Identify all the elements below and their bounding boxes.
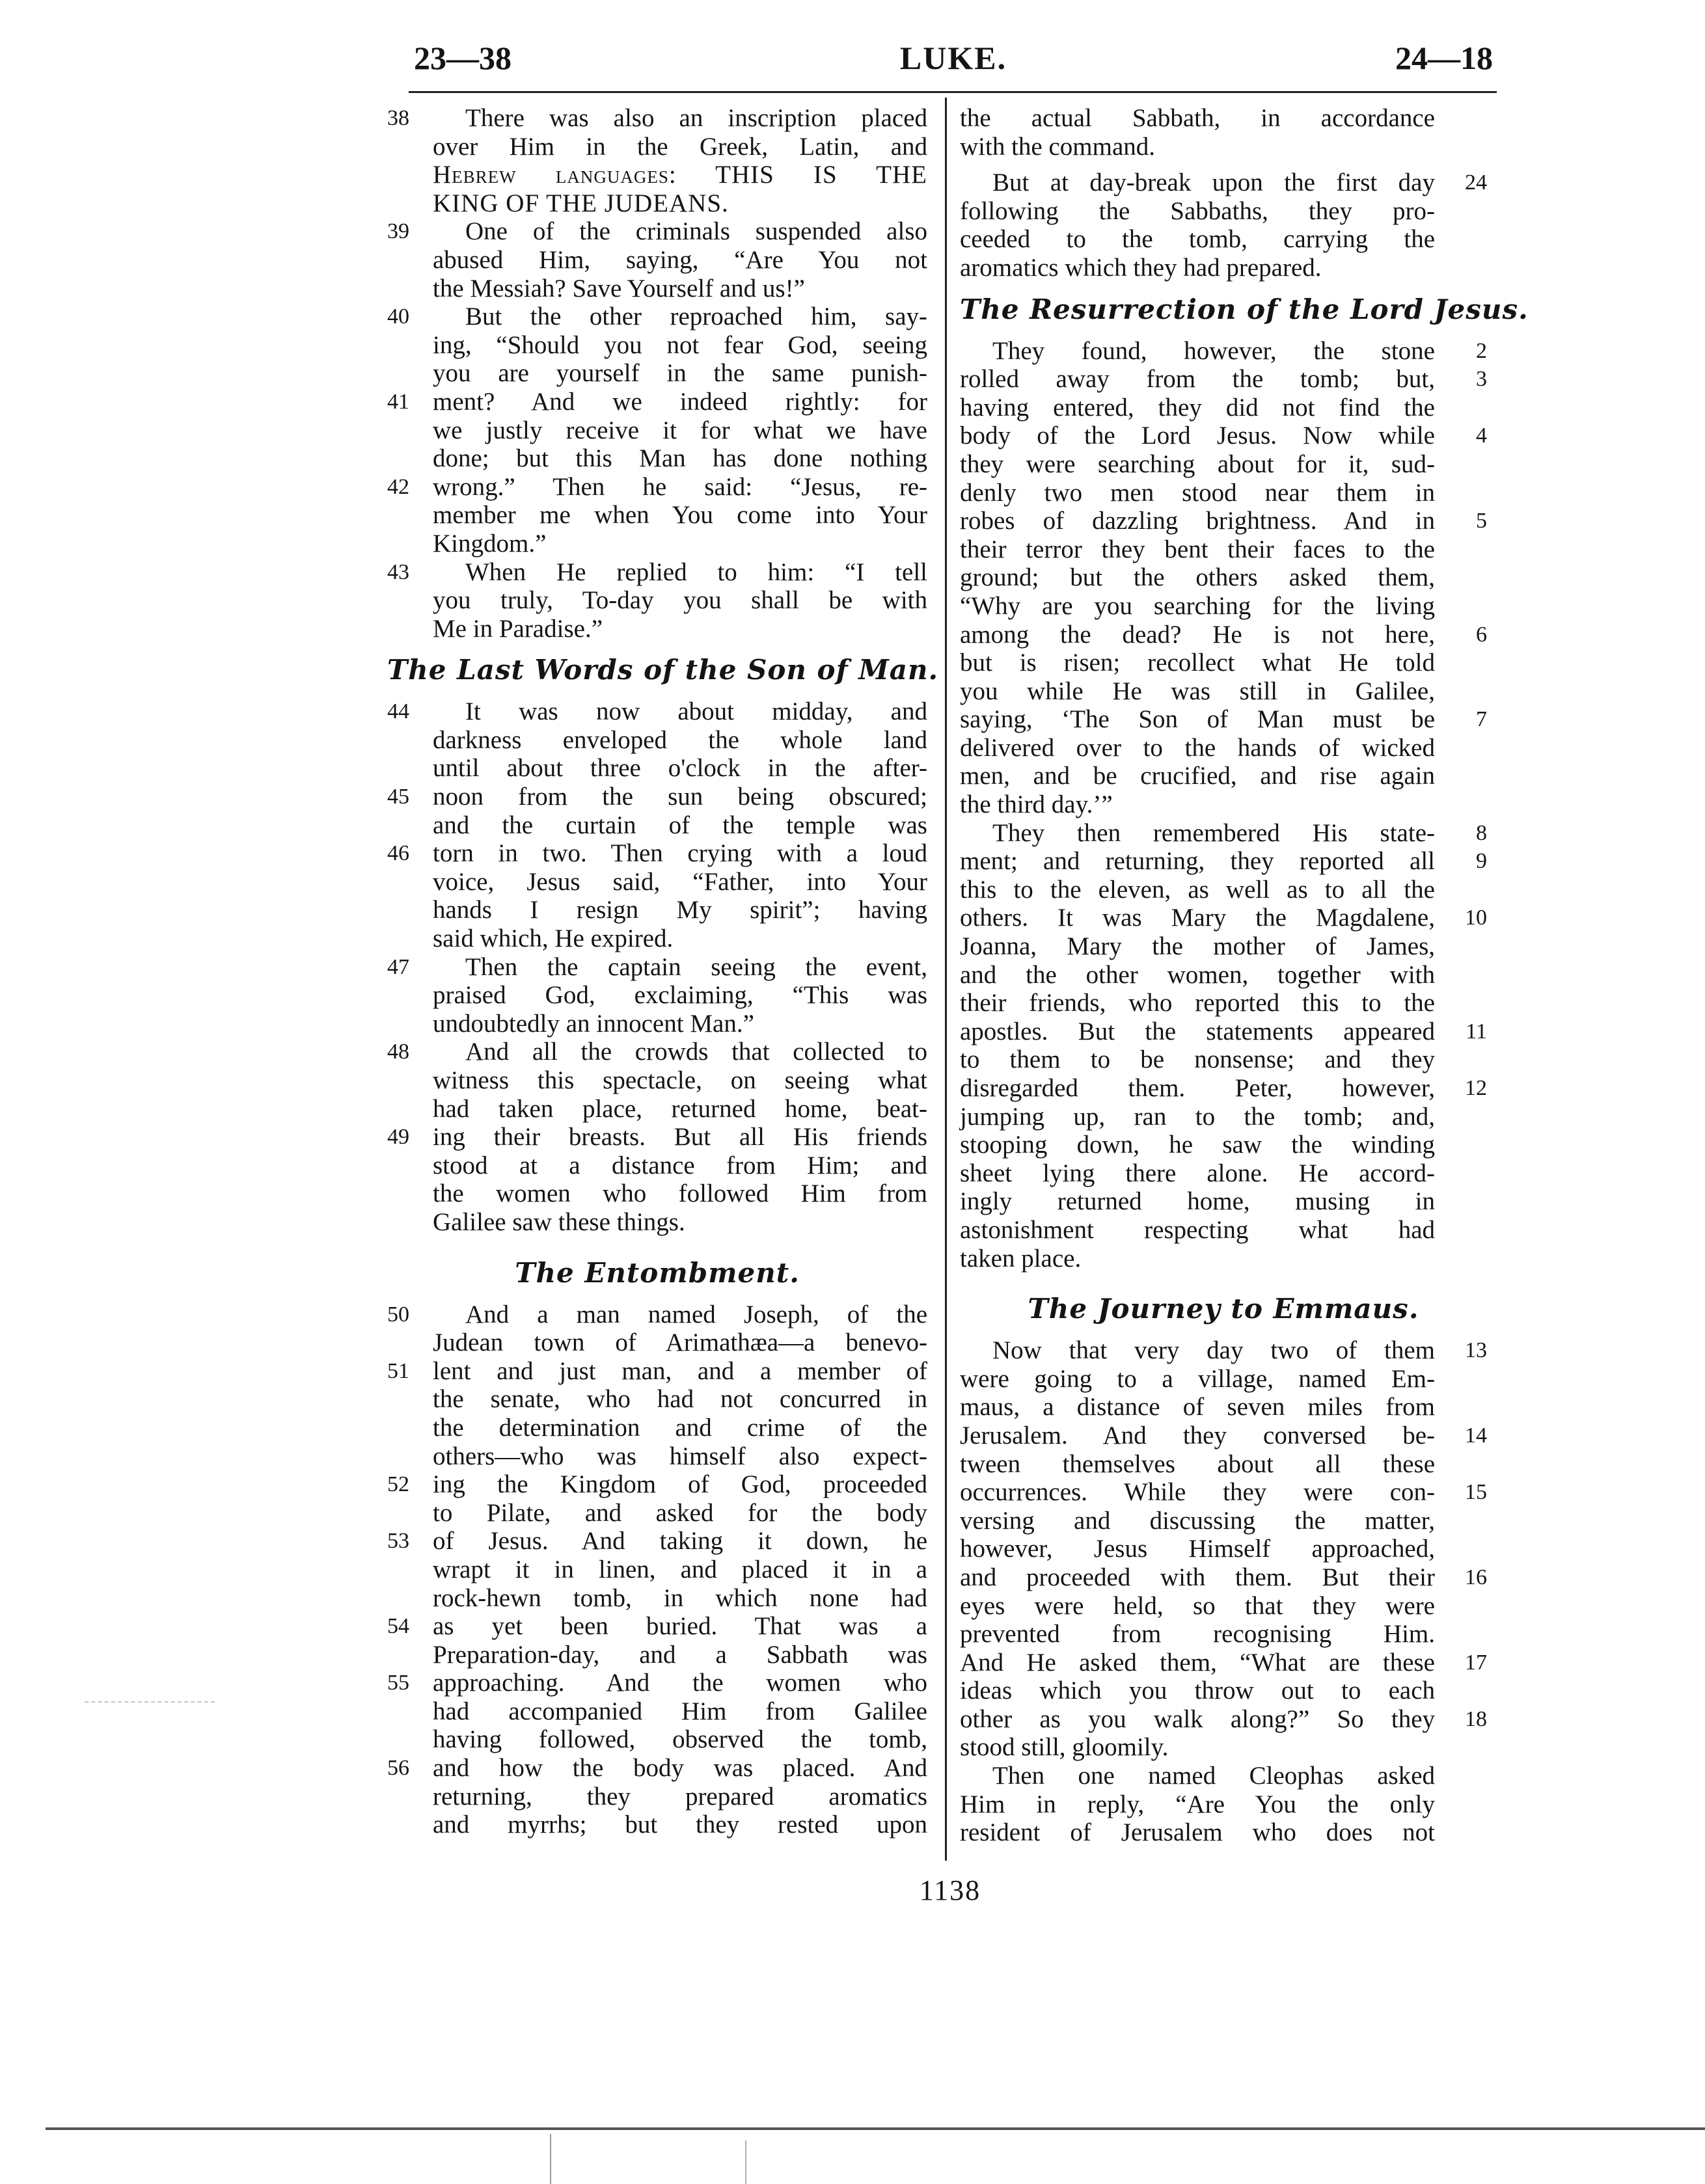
text-line	[960, 225, 1487, 254]
line-text: torn in two. Then crying with a loud	[433, 839, 927, 868]
text-line	[960, 1507, 1487, 1535]
page-number: 1138	[919, 1874, 981, 1906]
line-text: however, Jesus Himself approached,	[960, 1535, 1435, 1563]
line-text: rolled away from the tomb; but,	[960, 365, 1435, 394]
text-line	[960, 507, 1487, 535]
line-text: to Pilate, and asked for the body	[433, 1498, 927, 1527]
line-text: aromatics which they had prepared.	[960, 253, 1322, 282]
line-text: ideas which you throw out to each	[960, 1677, 1435, 1705]
line-text: Judean town of Arimathæa—a benevo-	[433, 1328, 927, 1357]
verse-number: 47	[387, 954, 409, 979]
text-line	[387, 558, 927, 587]
verse-number: 7	[1476, 707, 1487, 732]
line-text: They found, however, the stone	[992, 336, 1435, 365]
verse-number: 45	[387, 785, 409, 809]
line-text: saying, ‘The Son of Man must be	[960, 705, 1435, 734]
line-text: said which, He expired.	[433, 924, 674, 953]
line-text: “Why are you searching for the living	[960, 591, 1435, 620]
line-text: ceeded to the tomb, carrying the	[960, 225, 1435, 254]
verse-number: 11	[1466, 1019, 1487, 1044]
text-line	[387, 868, 927, 897]
verse-number: 6	[1476, 622, 1487, 647]
line-text: hands I resign My spirit”; having	[433, 896, 927, 924]
text-line	[960, 1045, 1487, 1074]
line-text: occurrences. While they were con-	[960, 1478, 1435, 1507]
line-text: Galilee saw these things.	[433, 1207, 685, 1236]
verse-number: 4	[1476, 424, 1487, 448]
text-line	[387, 133, 927, 161]
line-text: their friends, who reported this to the	[960, 989, 1435, 1018]
text-line	[960, 1187, 1487, 1216]
left-column	[387, 104, 939, 1839]
line-text: ing their breasts. But all His friends	[433, 1123, 927, 1152]
text-line	[960, 1733, 1487, 1762]
right-column	[960, 104, 1529, 1847]
text-line	[387, 1811, 927, 1839]
line-text: and the curtain of the temple was	[433, 811, 927, 839]
text-line	[960, 1563, 1487, 1592]
text-line	[387, 1527, 927, 1556]
verse-number: 2	[1476, 338, 1487, 363]
text-line	[960, 169, 1487, 197]
line-text: ingly returned home, musing in	[960, 1187, 1435, 1216]
line-text: stood still, gloomily.	[960, 1733, 1169, 1762]
text-line	[387, 1414, 927, 1442]
line-text: the actual Sabbath, in accordance	[960, 104, 1435, 132]
line-text: had taken place, returned home, beat-	[433, 1094, 927, 1123]
text-line	[960, 1365, 1487, 1394]
line-text: with the command.	[960, 132, 1156, 161]
line-text: jumping up, ran to the tomb; and,	[960, 1102, 1435, 1131]
text-line	[387, 473, 927, 502]
book-title: LUKE.	[899, 40, 1007, 76]
verse-number: 8	[1476, 820, 1487, 845]
line-text: member me when You come into Your	[433, 501, 927, 530]
text-line	[960, 876, 1487, 904]
text-line	[960, 1245, 1487, 1273]
line-text: stooping down, he saw the winding	[960, 1131, 1435, 1159]
line-text: wrapt it in linen, and placed it in a	[433, 1555, 927, 1584]
text-line	[960, 1393, 1487, 1422]
line-text: we justly receive it for what we have	[433, 416, 927, 444]
text-line	[387, 104, 927, 133]
line-text: done; but this Man has done nothing	[433, 444, 927, 473]
text-line	[960, 989, 1487, 1018]
line-text: voice, Jesus said, “Father, into Your	[433, 867, 927, 896]
running-head	[410, 39, 1497, 81]
text-line	[387, 1499, 927, 1528]
text-line	[960, 592, 1487, 621]
line-text: But at day-break upon the first day	[992, 169, 1435, 197]
text-line	[387, 953, 927, 982]
verse-number: 44	[387, 699, 409, 724]
scan-artifact-tick	[745, 2140, 746, 2184]
text-line	[960, 1705, 1487, 1734]
text-line	[960, 1336, 1487, 1365]
line-text: darkness enveloped the whole land	[433, 725, 927, 754]
text-line	[387, 416, 927, 445]
line-text: of Jesus. And taking it down, he	[433, 1527, 927, 1556]
line-text: until about three o'clock in the after-	[433, 754, 927, 783]
line-text: the senate, who had not concurred in	[433, 1385, 927, 1414]
line-text: among the dead? He is not here,	[960, 620, 1435, 649]
verse-number: 15	[1465, 1480, 1487, 1505]
line-text: abused Him, saying, “Are You not	[433, 245, 927, 274]
text-line	[387, 331, 927, 360]
text-line	[960, 365, 1487, 394]
text-line	[387, 1641, 927, 1669]
text-line	[960, 1216, 1487, 1245]
text-line	[387, 1783, 927, 1811]
line-text: stood at a distance from Him; and	[433, 1151, 927, 1180]
text-line	[387, 1123, 927, 1152]
verse-number: 46	[387, 841, 409, 866]
line-text: others. It was Mary the Magdalene,	[960, 904, 1435, 932]
verse-number: 12	[1465, 1076, 1487, 1100]
text-line	[960, 734, 1487, 762]
line-text: delivered over to the hands of wicked	[960, 733, 1435, 762]
line-text: resident of Jerusalem who does not	[960, 1818, 1435, 1847]
line-text: prevented from recognising Him.	[960, 1620, 1435, 1649]
line-text: rock-hewn tomb, in which none had	[433, 1584, 927, 1612]
line-text: Hebrew languages: THIS IS THE	[433, 161, 927, 189]
verse-number: 5	[1476, 509, 1487, 533]
line-text: They then remembered His state-	[992, 818, 1435, 847]
line-text: Kingdom.”	[433, 529, 547, 558]
text-line	[960, 479, 1487, 507]
verse-number: 18	[1465, 1706, 1487, 1731]
text-line	[960, 337, 1487, 366]
verse-number: 16	[1465, 1565, 1487, 1589]
line-text: you while He was still in Galilee,	[960, 677, 1435, 705]
text-line	[387, 1725, 927, 1754]
text-line	[387, 697, 927, 726]
verse-number: 13	[1465, 1338, 1487, 1363]
text-line	[387, 1385, 927, 1414]
text-line	[960, 1159, 1487, 1188]
text-line	[960, 621, 1487, 649]
text-line	[387, 246, 927, 275]
text-line	[387, 1442, 927, 1471]
line-text: were going to a village, named Em-	[960, 1364, 1435, 1393]
text-line	[960, 762, 1487, 790]
line-text: Then one named Cleophas asked	[992, 1762, 1435, 1790]
line-text: Me in Paradise.”	[433, 614, 603, 643]
text-line	[387, 530, 927, 558]
verse-number: 42	[387, 474, 409, 499]
line-text: approaching. And the women who	[433, 1669, 927, 1697]
line-text: others—who was himself also expect-	[433, 1442, 927, 1470]
text-line	[387, 1180, 927, 1208]
line-text: versing and discussing the matter,	[960, 1506, 1435, 1535]
section-heading: The Resurrection of the Lord Jesus.	[960, 293, 1529, 325]
text-line	[387, 1010, 927, 1038]
line-text: astonishment respecting what had	[960, 1215, 1435, 1244]
verse-number: 39	[387, 219, 409, 244]
line-text: the determination and crime of the	[433, 1413, 927, 1442]
line-text: body of the Lord Jesus. Now while	[960, 422, 1435, 450]
line-text: following the Sabbaths, they pro-	[960, 196, 1435, 225]
text-line	[387, 1470, 927, 1499]
line-text: taken place.	[960, 1244, 1082, 1273]
text-line	[387, 217, 927, 246]
verse-number: 55	[387, 1671, 409, 1695]
text-line	[387, 444, 927, 473]
line-text: having followed, observed the tomb,	[433, 1725, 927, 1754]
line-text: and how the body was placed. And	[433, 1754, 927, 1783]
text-line	[960, 104, 1487, 133]
line-text: And a man named Joseph, of the	[465, 1300, 927, 1328]
line-text: to them to be nonsense; and they	[960, 1045, 1435, 1074]
section-heading: The Entombment.	[515, 1256, 800, 1289]
line-text: you are yourself in the same punish-	[433, 359, 927, 388]
line-text: returning, they prepared aromatics	[433, 1782, 927, 1811]
text-line	[960, 422, 1487, 450]
line-text: There was also an inscription placed	[465, 104, 927, 132]
verse-number: 41	[387, 389, 409, 414]
text-line	[387, 1754, 927, 1783]
text-line	[960, 535, 1487, 564]
text-line	[960, 1535, 1487, 1563]
text-line	[387, 1556, 927, 1584]
verse-number: 48	[387, 1040, 409, 1064]
verse-number: 50	[387, 1302, 409, 1327]
scan-artifact-dash	[85, 1701, 215, 1704]
text-line	[960, 1074, 1487, 1103]
verse-number: 54	[387, 1614, 409, 1639]
text-line	[387, 811, 927, 840]
text-line	[387, 896, 927, 924]
line-text: ing the Kingdom of God, proceeded	[433, 1470, 927, 1499]
line-text: eyes were held, so that they were	[960, 1591, 1435, 1620]
text-line	[960, 1478, 1487, 1507]
text-line	[387, 1066, 927, 1095]
column-divider	[945, 98, 947, 1861]
text-line	[960, 961, 1487, 990]
line-text: the women who followed Him from	[433, 1180, 927, 1208]
line-text: noon from the sun being obscured;	[433, 783, 927, 811]
chapter-verse-range-start: 23—38	[414, 40, 511, 76]
text-line	[387, 586, 927, 615]
text-line	[960, 1790, 1487, 1819]
line-text: It was now about midday, and	[465, 697, 927, 726]
verse-number: 10	[1465, 906, 1487, 930]
line-text: the third day.’”	[960, 790, 1113, 819]
text-line	[960, 1762, 1487, 1790]
line-text: robes of dazzling brightness. And in	[960, 507, 1435, 535]
line-text: wrong.” Then he said: “Jesus, re-	[433, 472, 927, 501]
line-text: but is risen; recollect what He told	[960, 649, 1435, 677]
text-line	[387, 1612, 927, 1641]
line-text: maus, a distance of seven miles from	[960, 1393, 1435, 1422]
line-text: KING OF THE JUDEANS.	[433, 189, 729, 217]
text-line	[387, 839, 927, 868]
line-text: they were searching about for it, sud-	[960, 450, 1435, 478]
text-line	[387, 1328, 927, 1357]
line-text: and the other women, together with	[960, 960, 1435, 989]
scan-artifact-tick	[550, 2134, 551, 2184]
text-line	[387, 726, 927, 755]
text-line	[960, 1818, 1487, 1847]
line-text: had accompanied Him from Galilee	[433, 1697, 927, 1725]
text-line	[960, 677, 1487, 706]
text-line	[387, 1038, 927, 1066]
line-text: denly two men stood near them in	[960, 478, 1435, 507]
verse-number: 40	[387, 304, 409, 329]
line-text: and myrrhs; but they rested upon	[433, 1811, 927, 1839]
line-text: ground; but the others asked them,	[960, 563, 1435, 592]
text-line	[387, 1357, 927, 1386]
text-line	[387, 1697, 927, 1726]
line-text: this to the eleven, as well as to all the	[960, 875, 1435, 904]
verse-number: 14	[1465, 1423, 1487, 1448]
verse-number: 56	[387, 1756, 409, 1781]
line-text: other as you walk along?” So they	[960, 1705, 1435, 1733]
text-line	[387, 388, 927, 416]
text-line	[960, 705, 1487, 734]
line-text: tween themselves about all these	[960, 1449, 1435, 1478]
header-rule	[409, 91, 1497, 93]
line-text: disregarded them. Peter, however,	[960, 1074, 1435, 1102]
line-text: ment? And we indeed rightly: for	[433, 387, 927, 416]
verse-number: 24	[1465, 170, 1487, 195]
text-line	[960, 1677, 1487, 1705]
text-line	[387, 1152, 927, 1180]
text-line	[387, 303, 927, 331]
text-line	[387, 1301, 927, 1329]
line-text: lent and just man, and a member of	[433, 1356, 927, 1385]
text-line	[960, 904, 1487, 932]
line-text: witness this spectacle, on seeing what	[433, 1066, 927, 1094]
line-text: sheet lying there alone. He accord-	[960, 1159, 1435, 1187]
line-text: Then the captain seeing the event,	[465, 952, 927, 981]
verse-number: 49	[387, 1125, 409, 1150]
chapter-verse-range-end: 24—18	[1395, 40, 1493, 76]
text-line	[387, 359, 927, 388]
text-line	[960, 1131, 1487, 1159]
verse-number: 9	[1476, 849, 1487, 874]
line-text: praised God, exclaiming, “This was	[433, 981, 927, 1010]
text-line	[960, 649, 1487, 677]
line-text: apostles. But the statements appeared	[960, 1017, 1435, 1045]
section-heading: The Journey to Emmaus.	[1028, 1293, 1419, 1325]
text-line	[960, 1649, 1487, 1677]
line-text: over Him in the Greek, Latin, and	[433, 132, 927, 161]
verse-number: 43	[387, 559, 409, 584]
text-line	[960, 1592, 1487, 1621]
line-text: And He asked them, “What are these	[960, 1648, 1435, 1677]
verse-number: 51	[387, 1358, 409, 1383]
line-text: as yet been buried. That was a	[433, 1612, 927, 1641]
text-line	[960, 790, 1487, 819]
text-line	[387, 924, 927, 953]
text-line	[960, 1620, 1487, 1649]
text-line	[387, 615, 927, 643]
text-line	[960, 847, 1487, 876]
line-text: having entered, they did not find the	[960, 393, 1435, 422]
line-text: But the other reproached him, say-	[465, 303, 927, 331]
verse-number: 52	[387, 1472, 409, 1497]
line-text: men, and be crucified, and rise again	[960, 762, 1435, 790]
text-line	[960, 1422, 1487, 1450]
line-text: their terror they bent their faces to the	[960, 535, 1435, 563]
text-line	[387, 161, 927, 189]
text-line	[960, 1018, 1487, 1046]
text-line	[387, 501, 927, 530]
text-line	[960, 394, 1487, 422]
text-line	[387, 783, 927, 811]
section-heading: The Last Words of the Son of Man.	[387, 654, 939, 686]
line-text: Him in reply, “Are You the only	[960, 1790, 1435, 1818]
line-text: When He replied to him: “I tell	[465, 558, 927, 586]
scan-edge-line	[46, 2127, 1705, 2130]
text-line	[960, 254, 1487, 282]
line-text: undoubtedly an innocent Man.”	[433, 1009, 754, 1038]
text-line	[387, 1584, 927, 1613]
text-line	[387, 275, 927, 303]
line-text: and proceeded with them. But their	[960, 1563, 1435, 1591]
line-text: the Messiah? Save Yourself and us!”	[433, 274, 805, 303]
line-text: you truly, To-day you shall be with	[433, 586, 927, 615]
verse-number: 3	[1476, 367, 1487, 392]
verse-number: 53	[387, 1529, 409, 1554]
line-text: Joanna, Mary the mother of James,	[960, 932, 1435, 961]
text-line	[387, 981, 927, 1010]
verse-number: 38	[387, 106, 409, 130]
line-text: Preparation-day, and a Sabbath was	[433, 1640, 927, 1669]
line-text: One of the criminals suspended also	[465, 217, 927, 246]
verse-number: 17	[1465, 1650, 1487, 1675]
line-text: Now that very day two of them	[992, 1336, 1435, 1365]
text-line	[960, 450, 1487, 479]
line-text: And all the crowds that collected to	[465, 1038, 927, 1066]
text-line	[960, 1450, 1487, 1479]
line-text: ment; and returning, they reported all	[960, 847, 1435, 876]
text-line	[387, 1095, 927, 1124]
line-text: ing, “Should you not fear God, seeing	[433, 330, 927, 359]
text-line	[387, 189, 927, 218]
text-line	[960, 133, 1487, 161]
text-line	[387, 754, 927, 783]
text-line	[387, 1669, 927, 1697]
line-text: Jerusalem. And they conversed be-	[960, 1421, 1435, 1449]
text-line	[960, 197, 1487, 226]
text-line	[960, 932, 1487, 961]
text-line	[387, 1208, 927, 1237]
text-line	[960, 1103, 1487, 1131]
text-line	[960, 563, 1487, 592]
text-line	[960, 819, 1487, 848]
